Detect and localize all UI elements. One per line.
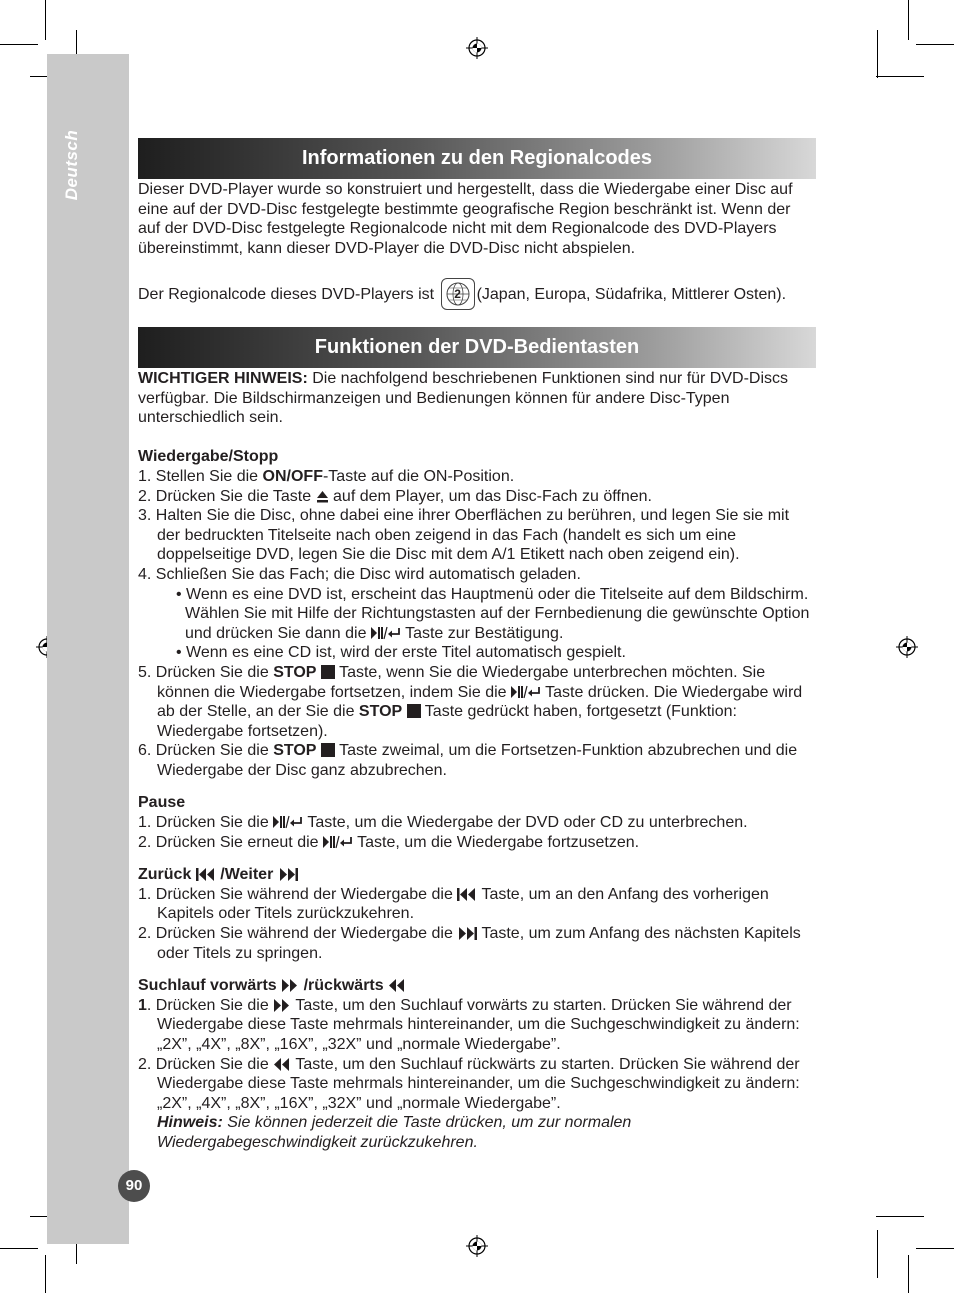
crop-mark — [0, 1248, 38, 1249]
crop-mark — [876, 76, 924, 77]
list-item: 2. Drücken Sie die Taste auf dem Player, um das Disc-Fach zu öffnen. — [138, 487, 652, 505]
list-item: • Wenn es eine CD ist, wird der erste Titel automatisch gespielt. — [176, 644, 626, 662]
stop-icon — [321, 743, 335, 757]
list-item: 1. Drücken Sie während der Wiedergabe die Taste, um an den Anfang des vorherigen Kapitels oder Titels zurückzukehren. — [138, 885, 769, 923]
registration-mark-icon — [466, 1235, 488, 1257]
skip-heading: Zurück /Weiter — [138, 865, 816, 885]
registration-mark-icon — [896, 636, 918, 658]
play-pause-enter-icon — [371, 626, 401, 640]
list-item: 1. Drücken Sie die Taste, um den Suchlauf vorwärts zu starten. Drücken Sie während der Wiedergabe diese Taste mehrmals hintereinander, um die Suchgeschwindigkeit zu ändern: „2X”, „4X”, „8X”, „16X”, „32X” und „normale Wiedergabe”. — [138, 996, 800, 1053]
list-item: 4. Schließen Sie das Fach; die Disc wird automatisch geladen. — [138, 565, 581, 583]
skip-forward-icon — [278, 868, 298, 881]
registration-mark-icon — [466, 37, 488, 59]
crop-mark — [0, 44, 38, 45]
list-item: 2. Drücken Sie während der Wiedergabe die Taste, um zum Anfang des nächsten Kapitels oder Titels zu springen. — [138, 925, 801, 962]
page-number: 90 — [118, 1170, 150, 1202]
list-item: 3. Halten Sie die Disc, ohne dabei eine ihrer Oberflächen zu berühren, und legen Sie sie mit der bedruckten Titelseite nach oben zeigend in das Fach (handelt es sich um eine doppelseitige DVD, legen Sie die Disc mit dem A/1 Etikett nach oben zeigend ein). — [138, 507, 790, 564]
crop-mark — [876, 1216, 924, 1217]
rewind-icon — [388, 979, 406, 992]
skip-back-icon — [196, 868, 216, 881]
play-pause-enter-icon — [511, 685, 541, 699]
sidebar — [47, 54, 129, 1244]
list-item: 2. Drücken Sie erneut die Taste, um die Wiedergabe fortzusetzen. — [138, 833, 640, 851]
crop-mark — [45, 1255, 46, 1293]
list-item: 6. Drücken Sie die STOP Taste zweimal, um die Fortsetzen-Funktion abzubrechen und die Wiedergabe der Disc ganz abzubrechen. — [138, 742, 798, 779]
crop-mark — [916, 1248, 954, 1249]
paragraph: Der Regionalcode dieses DVD-Players ist 2 (Japan, Europa, Südafrika, Mittlerer Osten). — [138, 278, 816, 310]
pause-heading: Pause — [138, 794, 186, 812]
eject-icon — [316, 490, 329, 503]
list-item: 5. Drücken Sie die STOP Taste, wenn Sie die Wiedergabe unterbrechen möchten. Sie können die Wiedergabe fortsetzen, indem Sie die Taste drücken. Die Wiedergabe wird ab der Stelle, an der Sie die STOP Taste gedrückt haben, fortgesetzt (Funktion: Wiedergabe fortsetzen). — [138, 663, 803, 740]
region-code: 2 — [454, 286, 461, 301]
dvd-controls-body — [138, 369, 816, 1153]
region-globe-icon — [441, 278, 475, 310]
regional-codes-body — [138, 180, 816, 310]
rewind-icon — [273, 1058, 291, 1071]
section-title-dvd-controls: Funktionen der DVD-Bedientasten — [138, 327, 816, 368]
crop-mark — [908, 1255, 909, 1293]
skip-forward-icon — [457, 927, 477, 940]
crop-mark — [916, 44, 954, 45]
fast-forward-icon — [273, 999, 291, 1012]
stop-icon — [407, 704, 421, 718]
skip-back-icon — [457, 888, 477, 901]
crop-mark — [45, 0, 46, 40]
play-pause-enter-icon — [323, 835, 353, 849]
language-tab — [60, 125, 86, 205]
crop-mark — [877, 1230, 878, 1278]
paragraph: Dieser DVD-Player wurde so konstruiert und hergestellt, dass die Wiedergabe einer Disc auf eine auf der DVD-Disc festgelegte bestimmte geografische Region beschränkt ist. Wenn der auf der DVD-Disc festgelegte Regionalcode nicht mit dem Regionalcode des DVD-Players übereinstimmt, kann dieser DVD-Player die DVD-Disc nicht abspielen. — [138, 181, 793, 257]
section-title-regional-codes: Informationen zu den Regionalcodes — [138, 138, 816, 179]
important-notice: WICHTIGER HINWEIS: Die nachfolgend beschriebenen Funktionen sind nur für DVD-Discs verfügbar. Die Bildschirmanzeigen und Bedienungen können für andere Disc-Typen unterschiedlich sein. — [138, 370, 789, 427]
crop-mark — [908, 0, 909, 40]
list-item: 1. Stellen Sie die ON/OFF-Taste auf die ON-Position. — [138, 467, 515, 485]
language-label: Deutsch — [62, 129, 81, 201]
crop-mark — [877, 30, 878, 78]
search-heading: Suchlauf vorwärts /rückwärts — [138, 976, 816, 996]
list-item: • Wenn es eine DVD ist, erscheint das Hauptmenü oder die Titelseite auf dem Bildschirm. Wählen Sie mit Hilfe der Richtungstasten auf der Fernbedienung die gewünschte Option und drücken Sie dann die Taste zur Bestätigung. — [176, 585, 810, 642]
playback-heading: Wiedergabe/Stopp — [138, 448, 279, 466]
play-pause-enter-icon — [273, 815, 303, 829]
search-note: Hinweis: Sie können jederzeit die Taste drücken, um zur normalen Wiedergabegeschwindigkeit zurückzukehren. — [157, 1114, 632, 1151]
fast-forward-icon — [281, 979, 299, 992]
list-item: 1. Drücken Sie die Taste, um die Wiedergabe der DVD oder CD zu unterbrechen. — [138, 814, 748, 832]
list-item: 2. Drücken Sie die Taste, um den Suchlauf rückwärts zu starten. Drücken Sie während der Wiedergabe diese Taste mehrmals hintereinander, um die Suchgeschwindigkeit zu ändern: „2X”, „4X”, „8X”, „16X”, „32X” und „normale Wiedergabe”. — [138, 1055, 800, 1112]
stop-icon — [321, 665, 335, 679]
